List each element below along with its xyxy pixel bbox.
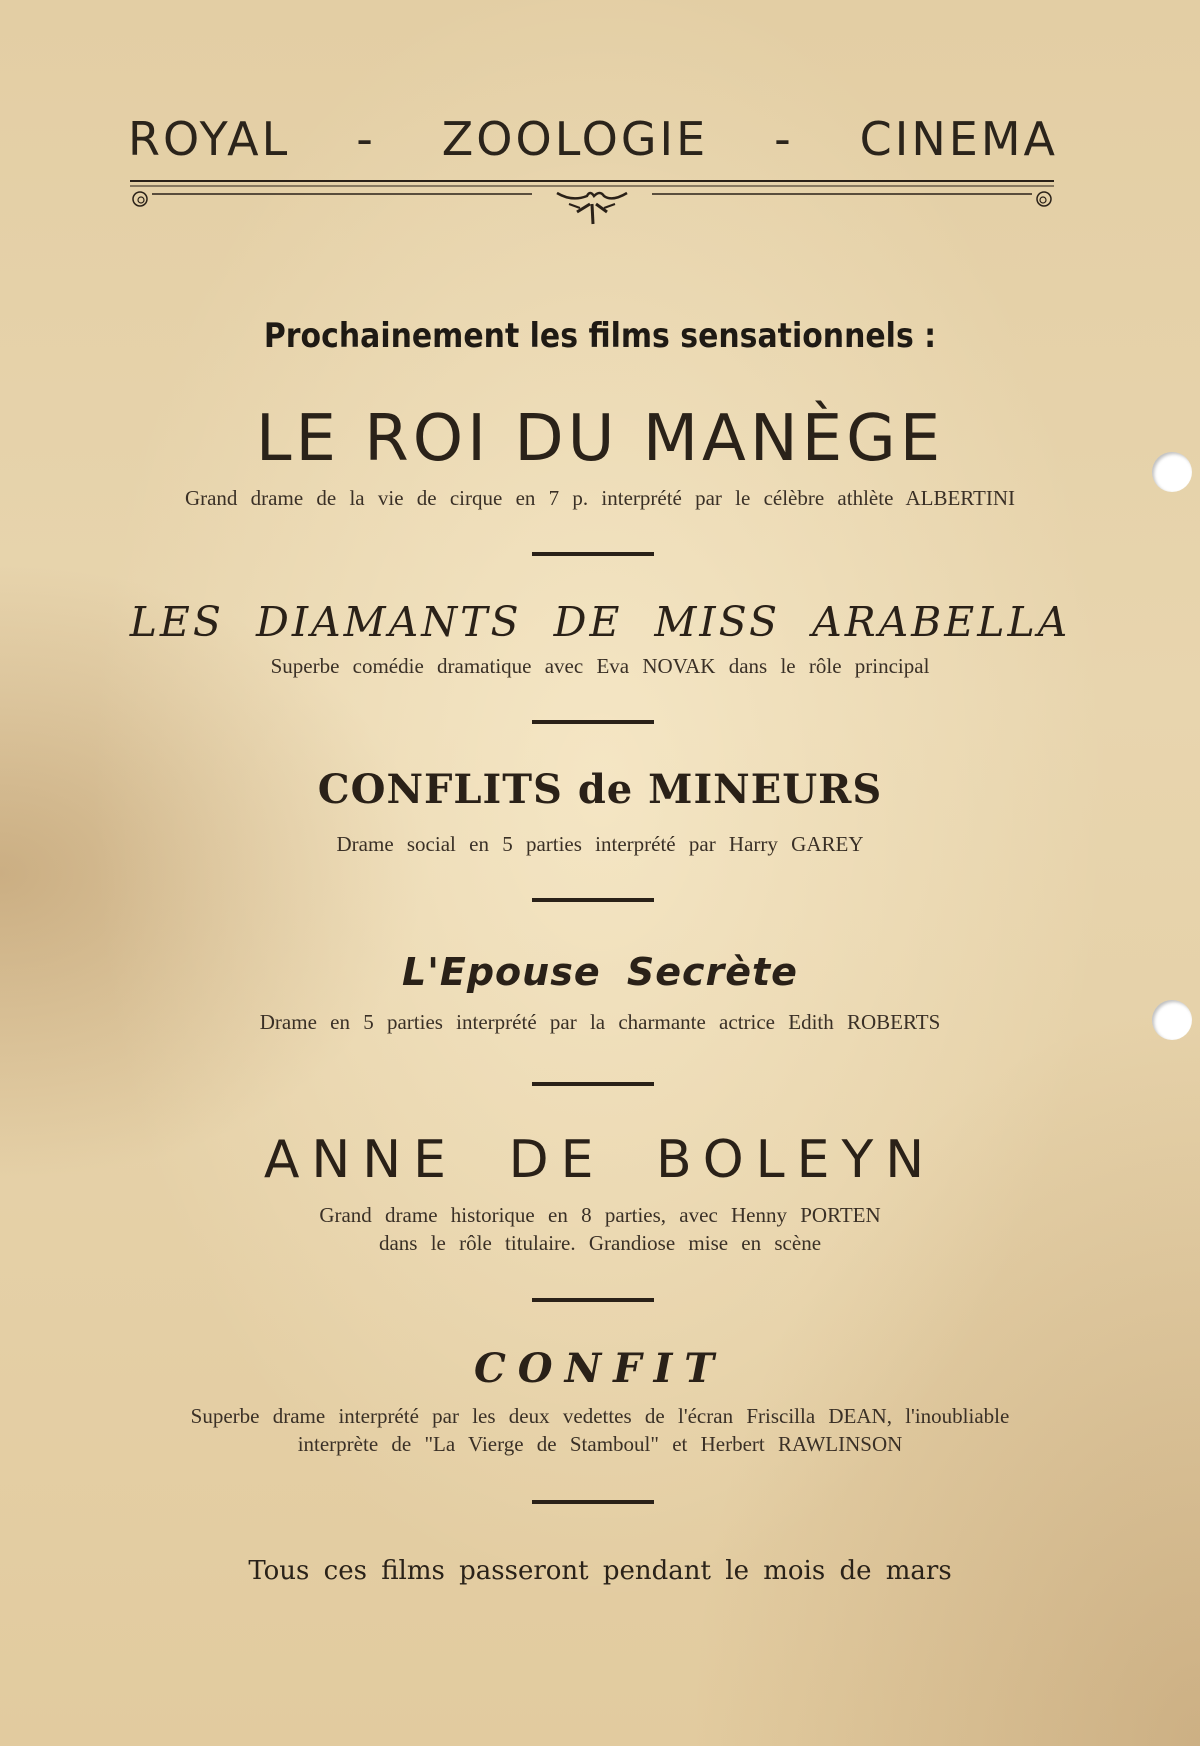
theater-name-dash-1: - (356, 112, 376, 166)
film-title-anne-de-boleyn: ANNE DE BOLEYN (263, 1130, 937, 1190)
film-description-confit-line-2: interprète de "La Vierge de Stamboul" et Herbert RAWLINSON (297, 1432, 903, 1456)
film-description-roi-du-manege: Grand drame de la vie de cirque en 7 p. interprété par le célèbre athlète ALBERTINI (184, 486, 1016, 510)
film-description-epouse-secrete: Drame en 5 parties interprété par la charmante actrice Edith ROBERTS (259, 1010, 941, 1034)
theater-name (128, 112, 1058, 166)
theater-name-zoologie: ZOOLOGIE (441, 112, 709, 166)
film-title-conflits-de-mineurs: CONFLITS de MINEURS (317, 766, 883, 813)
section-divider (532, 720, 654, 724)
theater-name-dash-2: - (774, 112, 794, 166)
film-description-diamants-miss-arabella: Superbe comédie dramatique avec Eva NOVAK dans le rôle principal (270, 654, 930, 678)
theater-name-royal: ROYAL (128, 112, 291, 166)
film-title-diamants-miss-arabella: LES DIAMANTS DE MISS ARABELLA (129, 598, 1071, 646)
footer-note: Tous ces films passeront pendant le mois de mars (248, 1556, 952, 1586)
section-divider (532, 552, 654, 556)
section-divider (532, 898, 654, 902)
film-description-anne-de-boleyn-line-1: Grand drame historique en 8 parties, avec Henny PORTEN (319, 1203, 881, 1227)
punch-hole-top (1152, 452, 1192, 492)
film-title-roi-du-manege: LE ROI DU MANÈGE (255, 402, 945, 476)
film-description-conflits-de-mineurs: Drame social en 5 parties interprété par Harry GAREY (336, 832, 864, 856)
film-title-confit: CONFIT (473, 1345, 727, 1392)
theater-name-cinema: CINEMA (859, 112, 1058, 166)
section-divider (532, 1500, 654, 1504)
punch-hole-bottom (1152, 1000, 1192, 1040)
header-ornament-icon (122, 180, 1062, 250)
film-description-confit-line-1: Superbe drame interprété par les deux vedettes de l'écran Friscilla DEAN, l'inoubliable (190, 1404, 1010, 1428)
film-description-anne-de-boleyn-line-2: dans le rôle titulaire. Grandiose mise en scène (378, 1231, 822, 1255)
intro-heading: Prochainement les films sensationnels : (263, 316, 937, 356)
section-divider (532, 1082, 654, 1086)
film-title-epouse-secrete: L'Epouse Secrète (402, 950, 798, 994)
section-divider (532, 1298, 654, 1302)
